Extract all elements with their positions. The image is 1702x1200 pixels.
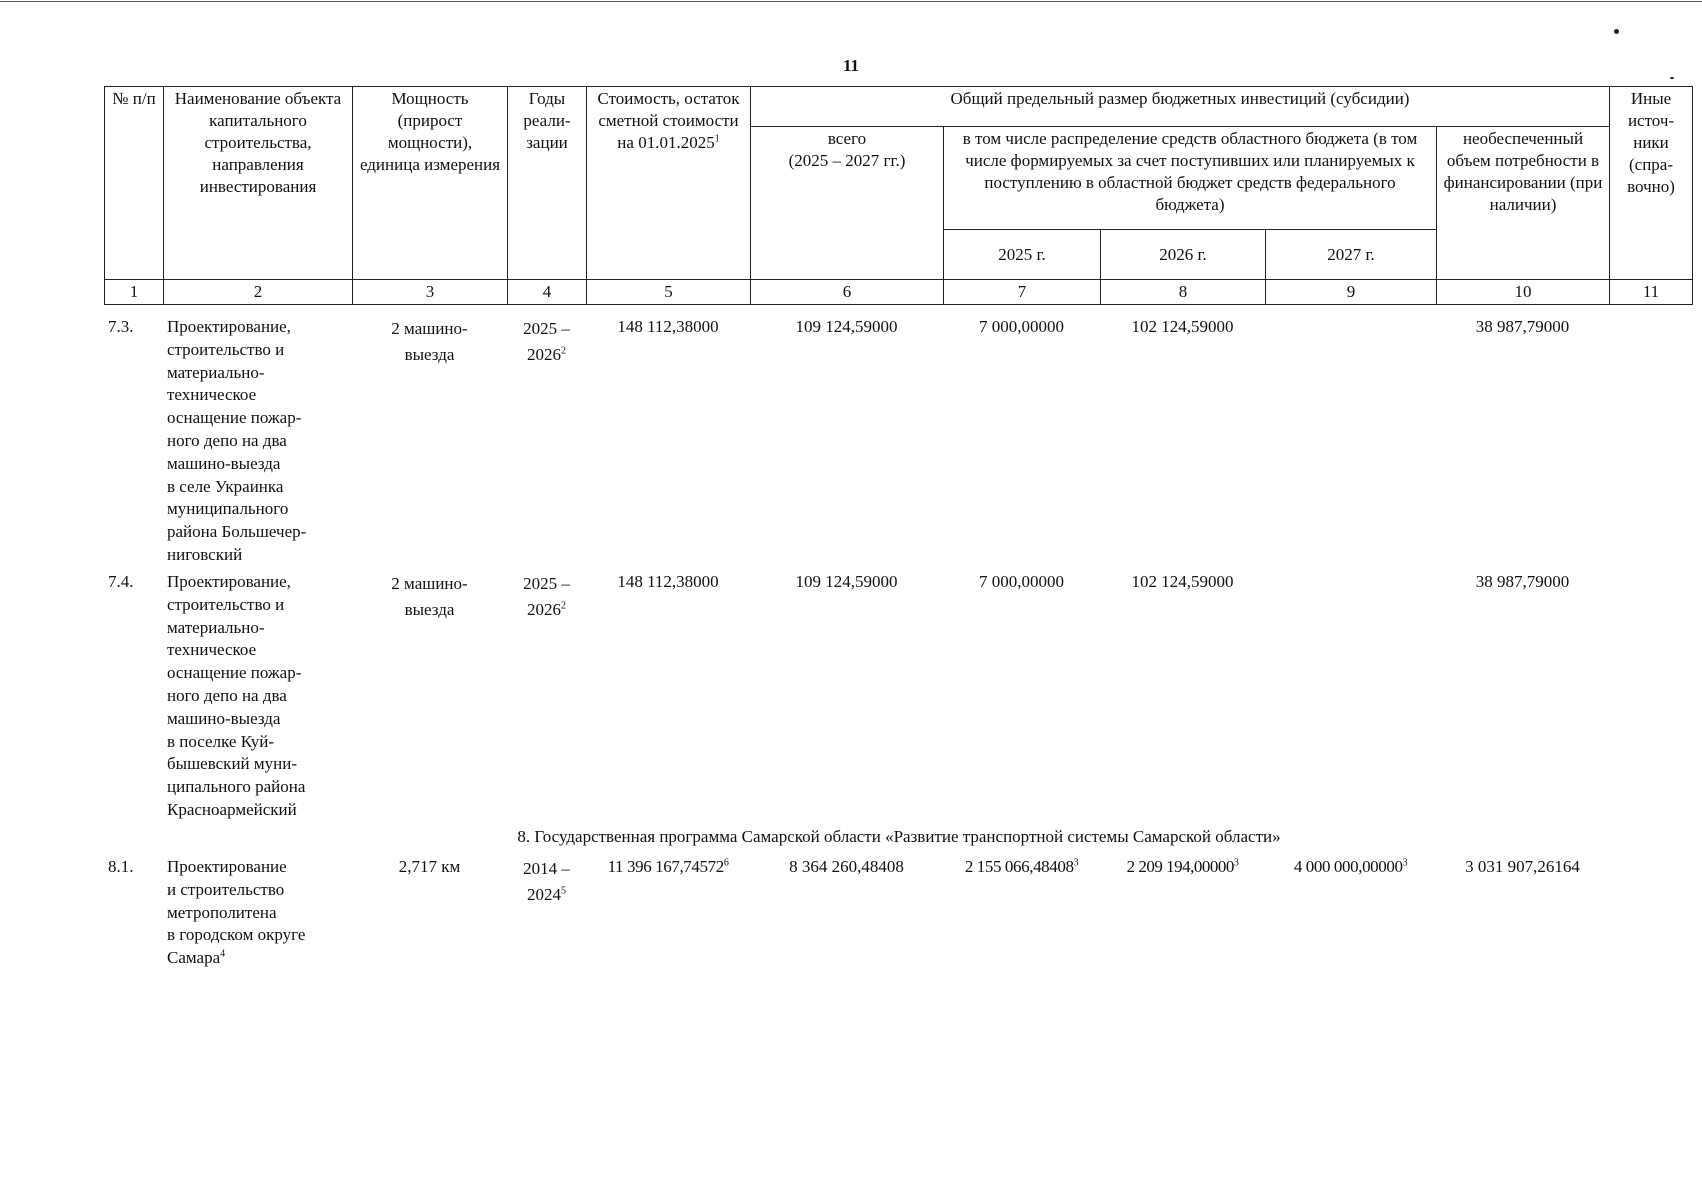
object-name-line: и строительство — [167, 879, 285, 899]
amount-2025 — [943, 316, 1100, 339]
header-col-total — [751, 127, 944, 280]
amount-2025 — [943, 856, 1100, 879]
header-regional-budget-subgroup: в том числе распределение средств областного бюджета (в том числе формируемых за счет поступивших или планируемых к поступлению в областной бюджет средств федерального бюджета) — [944, 127, 1437, 230]
years-line: 2014 – — [523, 859, 570, 878]
header-col-2026: 2026 г. — [1101, 230, 1266, 280]
object-name-line: в городском округе — [167, 925, 306, 945]
scan-top-edge-line — [0, 1, 1702, 2]
footnote-mark: 6 — [723, 857, 729, 869]
estimated-cost — [586, 856, 750, 879]
object-name-line: ного депо на два — [167, 430, 287, 450]
column-number: 5 — [587, 280, 751, 305]
object-name-line: машино-выезда — [167, 708, 281, 728]
capacity — [352, 856, 507, 879]
object-name-line-text: Самара — [167, 948, 221, 968]
column-number: 7 — [944, 280, 1101, 305]
capacity-line: выезда — [404, 345, 455, 364]
column-number: 11 — [1610, 280, 1693, 305]
footnote-mark: 3 — [1233, 857, 1239, 869]
implementation-years — [507, 316, 586, 368]
unsecured-amount: 38 987,79000 — [1475, 572, 1570, 591]
row-number: 7.4. — [108, 572, 134, 591]
years-end: 2024 — [527, 885, 561, 904]
amount-2027 — [1265, 856, 1436, 879]
object-name-line: метрополитена — [167, 902, 277, 922]
header-col-cost — [587, 87, 751, 280]
object-name-line: бышевский муни- — [167, 754, 297, 774]
object-name — [167, 316, 306, 567]
amount-2026-value: 102 124,59000 — [1131, 317, 1234, 336]
object-name-line: муниципального — [167, 499, 289, 519]
footnote-mark: 2 — [561, 600, 566, 612]
page-number: 11 — [842, 56, 860, 75]
header-col-other-sources: Иные источ-ники (спра-вочно) — [1610, 87, 1693, 280]
header-col-unsecured: необеспеченный объем потребности в финансировании (при наличии) — [1437, 127, 1610, 280]
amount-2025-value: 7 000,00000 — [979, 317, 1064, 336]
estimated-cost — [586, 571, 750, 594]
amount-2026-value: 102 124,59000 — [1131, 572, 1234, 591]
estimated-cost-value: 148 112,38000 — [617, 317, 719, 336]
header-col-number: № п/п — [105, 87, 164, 280]
column-number: 4 — [508, 280, 587, 305]
header-col-total-line1: всего — [827, 129, 867, 148]
estimated-cost-value: 148 112,38000 — [617, 572, 719, 591]
footnote-mark: 3 — [1073, 857, 1079, 869]
capacity — [352, 571, 507, 623]
header-col-object-name: Наименование объекта капитального строительства, направления инвестирования — [164, 87, 353, 280]
years-line — [507, 882, 586, 908]
header-budget-investments-group: Общий предельный размер бюджетных инвестиций (субсидии) — [751, 87, 1610, 127]
investment-table-header — [104, 86, 1693, 305]
object-name-line: ципального района — [167, 777, 306, 797]
object-name-line: материально- — [167, 617, 265, 637]
footnote-mark: 4 — [220, 948, 226, 960]
object-name-line: техническое — [167, 385, 257, 405]
object-name-line — [167, 947, 305, 970]
amount-2026 — [1100, 856, 1265, 879]
header-col-cost-text: Стоимость, остаток сметной стоимости на 01.01.2025 — [597, 89, 740, 152]
footnote-mark: 2 — [561, 345, 566, 357]
amount-2026 — [1100, 316, 1265, 339]
years-line — [507, 342, 586, 368]
object-name-line: оснащение пожар- — [167, 408, 302, 428]
object-name-line: техническое — [167, 640, 257, 660]
row-number: 8.1. — [108, 857, 134, 876]
object-name-line: района Большечер- — [167, 522, 307, 542]
object-name-line: строительство и — [167, 594, 285, 614]
section-title: 8. Государственная программа Самарской области «Развитие транспортной системы Самарской области» — [517, 827, 1281, 846]
total-2025-2027: 8 364 260,48408 — [789, 857, 904, 876]
object-name-line: строительство и — [167, 339, 285, 359]
years-line — [507, 597, 586, 623]
object-name-line: в селе Украинка — [167, 476, 284, 496]
unsecured-amount: 38 987,79000 — [1475, 317, 1570, 336]
estimated-cost — [586, 316, 750, 339]
capacity-line: 2,717 км — [398, 857, 461, 876]
scan-speck — [1670, 77, 1674, 79]
footnote-mark: 5 — [561, 885, 566, 897]
row-number: 7.3. — [108, 317, 134, 336]
capacity-line: выезда — [404, 600, 455, 619]
object-name-line: Проектирование — [167, 857, 287, 876]
capacity-line: 2 машино- — [391, 574, 468, 593]
object-name-line: материально- — [167, 362, 265, 382]
header-col-2025: 2025 г. — [944, 230, 1101, 280]
amount-2026 — [1100, 571, 1265, 594]
capacity — [352, 316, 507, 368]
unsecured-amount: 3 031 907,26164 — [1465, 857, 1580, 876]
implementation-years — [507, 571, 586, 623]
estimated-cost-value: 11 396 167,74572 — [607, 857, 724, 876]
column-number: 2 — [164, 280, 353, 305]
amount-2025-value: 2 155 066,48408 — [964, 857, 1074, 876]
header-col-years: Годы реали-зации — [508, 87, 587, 280]
object-name — [167, 856, 305, 970]
object-name-line: в поселке Куй- — [167, 731, 275, 751]
column-number: 3 — [353, 280, 508, 305]
column-number: 9 — [1266, 280, 1437, 305]
object-name-line: Проектирование, — [167, 572, 291, 591]
column-number: 8 — [1101, 280, 1266, 305]
amount-2025 — [943, 571, 1100, 594]
total-2025-2027: 109 124,59000 — [795, 317, 898, 336]
amount-2026-value: 2 209 194,00000 — [1126, 857, 1234, 876]
years-end: 2026 — [527, 345, 561, 364]
amount-2025-value: 7 000,00000 — [979, 572, 1064, 591]
object-name-line: Проектирование, — [167, 317, 291, 336]
object-name-line: оснащение пожар- — [167, 663, 302, 683]
footnote-mark: 1 — [714, 133, 720, 145]
implementation-years — [507, 856, 586, 908]
header-col-total-line2: (2025 – 2027 гг.) — [788, 151, 906, 170]
object-name-line: машино-выезда — [167, 453, 281, 473]
column-number: 1 — [105, 280, 164, 305]
column-number: 10 — [1437, 280, 1610, 305]
object-name-line: ниговский — [167, 544, 243, 564]
capacity-line: 2 машино- — [391, 319, 468, 338]
object-name-line: Красноармейский — [167, 799, 297, 819]
object-name — [167, 571, 305, 822]
years-end: 2026 — [527, 600, 561, 619]
footnote-mark: 3 — [1402, 857, 1408, 869]
total-2025-2027: 109 124,59000 — [795, 572, 898, 591]
years-line: 2025 – — [523, 574, 570, 593]
amount-2027-value: 4 000 000,00000 — [1293, 857, 1403, 876]
column-number: 6 — [751, 280, 944, 305]
object-name-line: ного депо на два — [167, 685, 287, 705]
scan-speck — [1614, 29, 1619, 34]
years-line: 2025 – — [523, 319, 570, 338]
header-col-2027: 2027 г. — [1266, 230, 1437, 280]
header-col-capacity: Мощность (прирост мощности), единица измерения — [353, 87, 508, 280]
